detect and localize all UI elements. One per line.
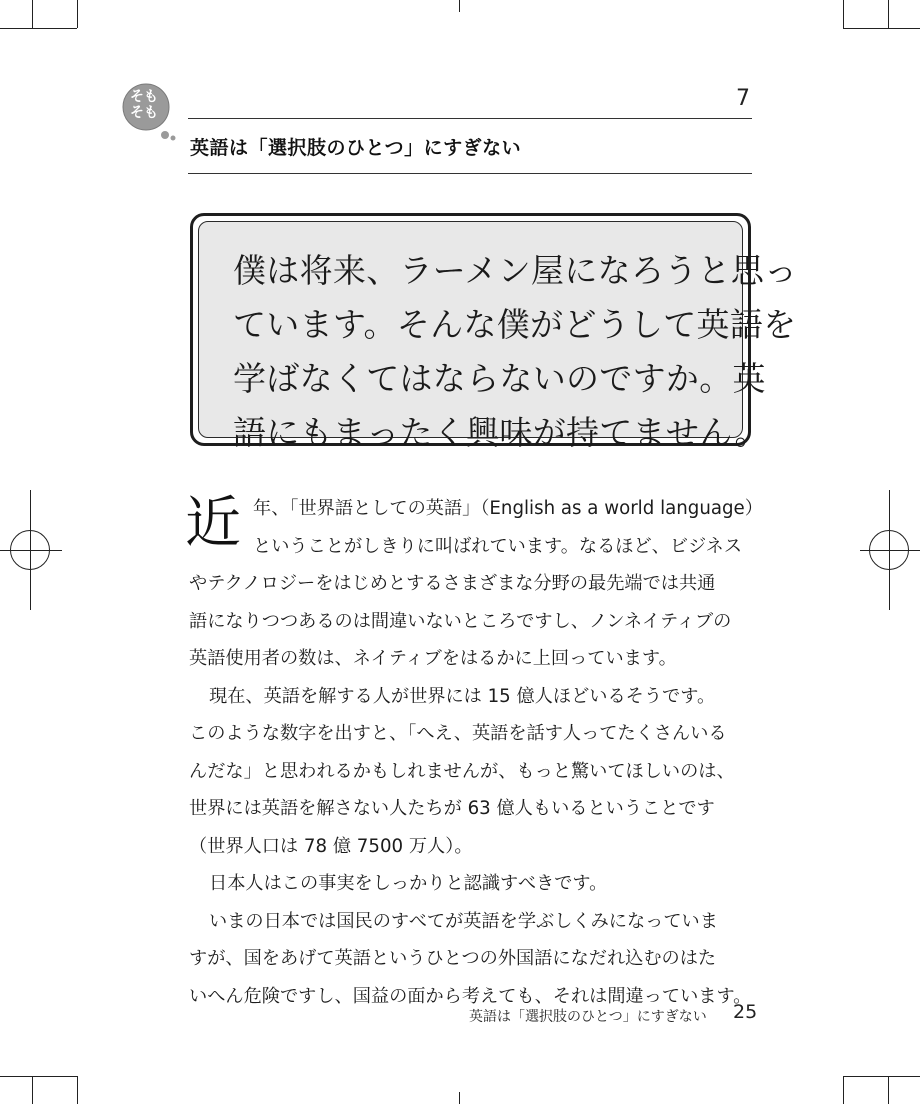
text-line: いまの日本では国民のすべてが英語を学ぶしくみになっていま [209, 910, 718, 932]
paragraph-4 [189, 903, 755, 1016]
sokomo-badge-icon [118, 80, 180, 142]
text-line: 英語使用者の数は、ネイティブをはるかに上回っています。 [189, 648, 677, 669]
question-line: 語にもまったく興味が持てません。 [233, 413, 768, 452]
text-line: 現在、英語を解する人が世界には 15 億人ほどいるそうです。 [209, 685, 716, 707]
text-line: ということがしきりに叫ばれています。なるほど、ビジネス [253, 535, 743, 557]
badge-text: そもそも [130, 89, 158, 121]
text-line: いへん危険ですし、国益の面から考えても、それは間違っています。 [189, 985, 752, 1007]
text-line: （世界人口は 78 億 7500 万人）。 [189, 835, 473, 857]
text-line: 日本人はこの事実をしっかりと認識すべきです。 [209, 873, 608, 894]
question-line: 学ばなくてはならないのですか。英 [233, 359, 766, 398]
paragraph-1 [189, 490, 763, 678]
paragraph-3 [189, 865, 755, 903]
running-title: 英語は「選択肢のひとつ」にすぎない [469, 1009, 707, 1025]
text-line: すが、国をあげて英語というひとつの外国語になだれ込むのはた [189, 948, 717, 969]
text-line: 世界には英語を解さない人たちが 63 億人もいるということです [189, 798, 715, 819]
chapter-number: 7 [736, 86, 750, 111]
drop-cap: 近 [185, 491, 241, 556]
body-text [189, 490, 763, 1015]
text-line: 年、「世界語としての英語」（English as a world language） [253, 498, 763, 519]
question-text [233, 244, 798, 460]
text-line: んだな」と思われるかもしれませんが、もっと驚いてほしいのは、 [189, 760, 735, 782]
text-line: やテクノロジーをはじめとするさまざまな分野の最先端では共通 [189, 573, 716, 594]
paragraph-2 [189, 678, 755, 866]
question-line: ています。そんな僕がどうして英語を [233, 305, 797, 344]
section-heading: 英語は「選択肢のひとつ」にすぎない [190, 137, 522, 159]
question-box [190, 213, 798, 452]
page-number: 25 [733, 1001, 758, 1023]
text-line: 語になりつつあるのは間違いないところですし、ノンネイティブの [189, 610, 732, 632]
header-rule-top [188, 118, 752, 119]
text-line: このような数字を出すと、「へえ、英語を話す人ってたくさんいる [189, 723, 727, 744]
question-line: 僕は将来、ラーメン屋になろうと思っ [233, 251, 798, 290]
header-rule-bottom [188, 173, 752, 174]
